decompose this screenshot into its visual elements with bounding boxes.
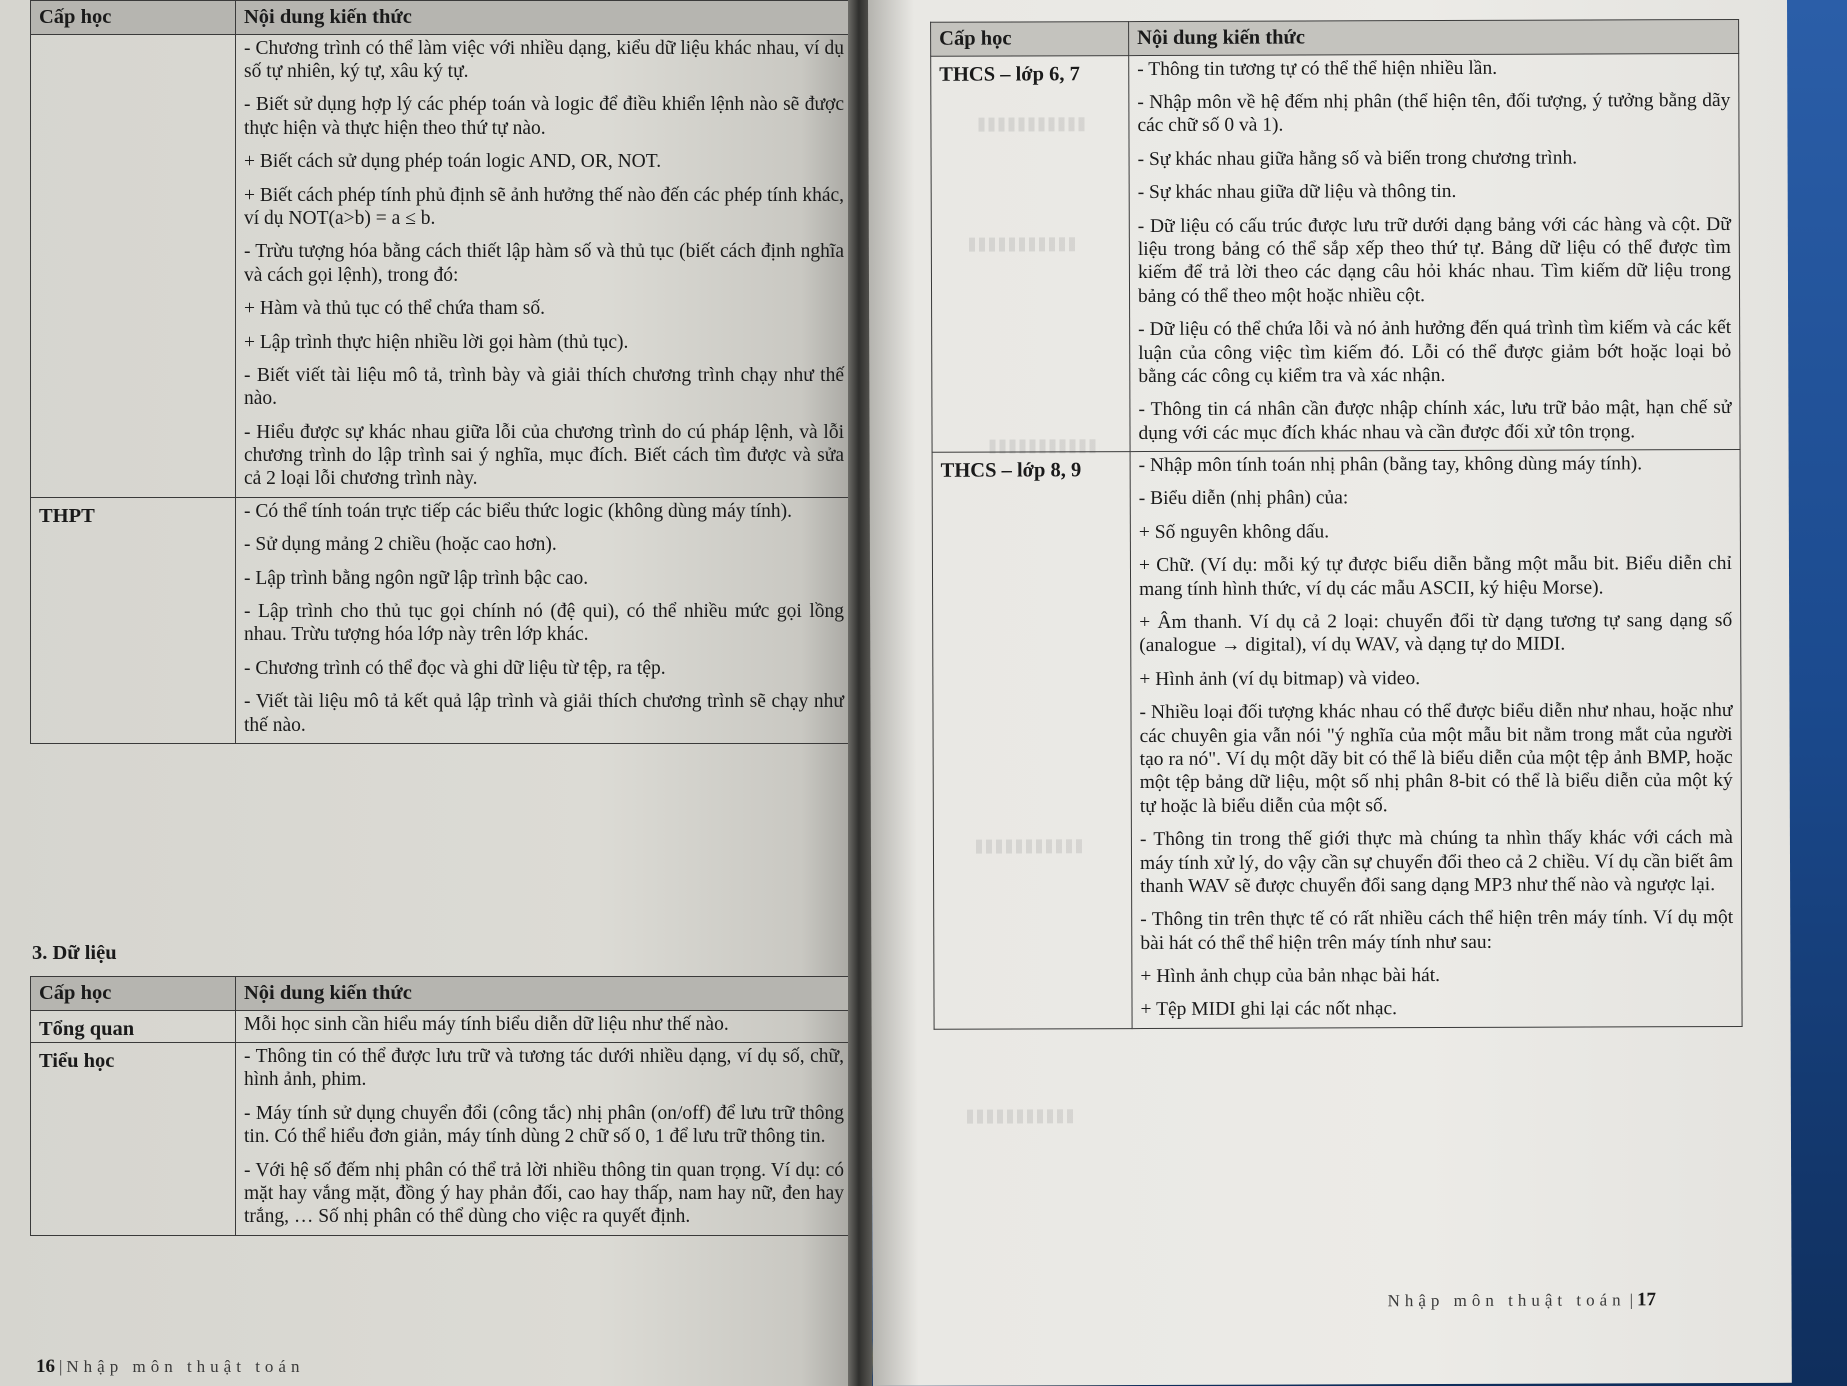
list-item: + Hình ảnh (ví dụ bitmap) và video. (1139, 667, 1421, 690)
list-item: + Chữ. (Ví dụ: mỗi ký tự được biểu diễn bằng một mẫu bit. Biểu diễn chỉ mang tính hình thức, ví dụ các mẫu ASCII, ký hiệu Morse). (1138, 553, 1733, 600)
running-title: Nhập môn thuật toán (66, 1357, 305, 1376)
left-page-footer (36, 1356, 304, 1378)
row-level: THCS – lớp 8, 9 (932, 452, 1132, 1030)
right-page-footer (1388, 1289, 1657, 1312)
show-through-text (967, 1109, 1077, 1123)
header-level: Cấp học (31, 977, 236, 1011)
table-header-row (31, 1, 853, 35)
table-row (31, 34, 853, 497)
list-item: - Nhập môn về hệ đếm nhị phân (thể hiện tên, đối tượng, ý tưởng bằng dãy các chữ số 0 và 1). (1137, 89, 1731, 137)
list-item: - Thông tin trong thế giới thực mà chúng ta nhìn thấy khác với cách mà máy tính xử lý, do vậy cần sự chuyển đổi theo cả 2 chiều. Ví dụ cần biết âm thanh WAV sẽ được chuyển đổi sang dạng MP3 như thế nào và ngược lại. (1139, 827, 1734, 897)
list-item: - Sự khác nhau giữa dữ liệu và thông tin. (1137, 181, 1457, 204)
row-level: Tiểu học (31, 1042, 236, 1235)
right-table (930, 19, 1743, 1030)
header-level: Cấp học (931, 22, 1129, 56)
row-content (236, 497, 853, 743)
list-item: - Trừu tượng hóa bằng cách thiết lập hàm số và thủ tục (biết cách định nghĩa và cách gọi lệnh), trong đó: (244, 241, 844, 286)
table-header-row (31, 977, 853, 1011)
footer-separator: | (59, 1357, 63, 1376)
table-header-row (931, 19, 1739, 55)
list-item: - Với hệ số đếm nhị phân có thể trả lời nhiều thông tin quan trọng. Ví dụ: có mặt hay vắng mặt, đồng ý hay phản đối, cao hay thấp, nam hay nữ, đen hay trắng, … Số nhị phân có thể dùng cho việc ra quyết định. (244, 1159, 844, 1228)
row-level (31, 34, 236, 497)
page-number: 16 (36, 1356, 55, 1377)
list-item: - Chương trình có thể đọc và ghi dữ liệu từ tệp, ra tệp. (244, 657, 666, 679)
list-item: - Nhập môn tính toán nhị phân (bằng tay, không dùng máy tính). (1138, 453, 1643, 477)
list-item: - Máy tính sử dụng chuyển đổi (công tắc) nhị phân (on/off) để lưu trữ thông tin. Có thể hiểu đơn giản, máy tính dùng 2 chữ số 0, 1 để lưu trữ thông tin. (244, 1102, 844, 1148)
header-content: Nội dung kiến thức (236, 1, 853, 35)
list-item: - Lập trình bằng ngôn ngữ lập trình bậc cao. (244, 567, 589, 589)
list-item: - Chương trình có thể làm việc với nhiều dạng, kiểu dữ liệu khác nhau, ví dụ số tự nhiên, ký tự, xâu ký tự. (244, 37, 844, 82)
row-level: Tổng quan (31, 1010, 236, 1042)
left-table-bottom (30, 976, 853, 1236)
list-item: - Sử dụng mảng 2 chiều (hoặc cao hơn). (244, 534, 557, 556)
header-content: Nội dung kiến thức (236, 977, 853, 1011)
list-item: - Nhiều loại đối tượng khác nhau có thể được biểu diễn như nhau, hoặc như các chuyên gia vẫn nói "ý nghĩa của một mẫu bit nằm trong mắt của người tạo ra nó". Ví dụ một dãy bit có thể là biểu diễn của một tệp ảnh BMP, hoặc một tệp bảng dữ liệu, một số nhị phân 8-bit có thể là biểu diễn của một ký tự hoặc là biểu diễn của một số. (1139, 700, 1733, 817)
running-title: Nhập môn thuật toán (1387, 1290, 1626, 1311)
row-content (236, 1010, 853, 1042)
list-item: - Thông tin tương tự có thể thể hiện nhiều lần. (1137, 57, 1498, 80)
row-level: THCS – lớp 6, 7 (931, 55, 1130, 452)
row-content (236, 1042, 853, 1235)
table-row (31, 497, 853, 743)
left-page (0, 0, 852, 1386)
row-level: THPT (31, 497, 236, 743)
list-item: - Lập trình cho thủ tục gọi chính nó (đệ qui), có thể nhiều mức gọi lồng nhau. Trừu tượng hóa lớp này trên lớp khác. (244, 601, 844, 646)
list-item: + Biết cách phép tính phủ định sẽ ảnh hưởng thế nào đến các phép tính khác, ví dụ NOT(a>b) = a ≤ b. (244, 184, 844, 229)
row-content (236, 34, 853, 497)
table-row (932, 450, 1742, 1030)
list-item: - Thông tin trên thực tế có rất nhiều cách thể hiện trên máy tính. Ví dụ một bài hát có thể thể hiện trên máy tính như sau: (1140, 907, 1734, 954)
table-row (31, 1010, 853, 1042)
list-item: + Âm thanh. Ví dụ cả 2 loại: chuyển đổi từ dạng tương tự sang dạng số (analogue → digital), ví dụ WAV, và dạng tự do MIDI. (1139, 610, 1733, 657)
list-item: + Lập trình thực hiện nhiều lời gọi hàm (thủ tục). (244, 331, 629, 353)
list-item: - Hiểu được sự khác nhau giữa lỗi của chương trình do cú pháp lệnh, và lỗi chương trình do lập trình sai ý nghĩa, mục đích. Biết cách tìm được và sửa cả 2 loại lỗi chương trình này. (244, 421, 844, 490)
list-item: - Biểu diễn (nhị phân) của: (1138, 487, 1349, 510)
list-item: + Biết cách sử dụng phép toán logic AND, OR, NOT. (244, 151, 662, 173)
list-item: - Biết sử dụng hợp lý các phép toán và logic để điều khiển lệnh nào sẽ được thực hiện và thực hiện theo thứ tự nào. (244, 94, 844, 139)
list-item: + Hình ảnh chụp của bản nhạc bài hát. (1140, 965, 1441, 988)
list-item: - Thông tin có thể được lưu trữ và tương tác dưới nhiều dạng, ví dụ số, chữ, hình ảnh, phim. (244, 1045, 844, 1091)
page-number: 17 (1636, 1289, 1657, 1311)
list-item: - Có thể tính toán trực tiếp các biểu thức logic (không dùng máy tính). (244, 500, 793, 522)
header-level: Cấp học (31, 1, 236, 35)
list-item: - Biết viết tài liệu mô tả, trình bày và giải thích chương trình chạy như thế nào. (244, 364, 844, 410)
row-content (1130, 450, 1742, 1029)
footer-separator: | (1629, 1290, 1634, 1310)
table-row (931, 53, 1740, 452)
table-row (31, 1042, 853, 1235)
section-title: 3. Dữ liệu (32, 942, 117, 964)
right-page (868, 0, 1792, 1386)
list-item: + Số nguyên không dấu. (1138, 521, 1330, 543)
list-item: - Sự khác nhau giữa hằng số và biến trong chương trình. (1137, 147, 1578, 170)
list-item: + Tệp MIDI ghi lại các nốt nhạc. (1140, 998, 1398, 1021)
list-item: - Dữ liệu có cấu trúc được lưu trữ dưới dạng bảng với các hàng và cột. Dữ liệu trong bảng có thể sắp xếp theo thứ tự. Bảng dữ liệu có thể được tìm kiếm để trả lời theo các dạng câu hỏi khác nhau. Tìm kiếm dữ liệu trong bảng có thể theo một hoặc nhiều cột. (1137, 213, 1731, 307)
list-item: Mỗi học sinh cần hiểu máy tính biểu diễn dữ liệu như thế nào. (244, 1013, 729, 1035)
list-item: - Dữ liệu có thể chứa lỗi và nó ảnh hưởng đến quá trình tìm kiếm và các kết luận của công việc tìm kiếm đó. Lỗi có thể được giảm bớt hoặc loại bỏ bằng các công cụ kiểm tra và xác nhận. (1138, 317, 1732, 387)
list-item: - Viết tài liệu mô tả kết quả lập trình và giải thích chương trình sẽ chạy như thế nào. (244, 691, 844, 736)
left-table-top (30, 0, 853, 744)
row-content (1129, 53, 1740, 452)
list-item: - Thông tin cá nhân cần được nhập chính xác, lưu trữ bảo mật, hạn chế sử dụng với các mục đích khác nhau và cần được đối xử tôn trọng. (1138, 397, 1732, 444)
list-item: + Hàm và thủ tục có thể chứa tham số. (244, 298, 545, 320)
header-content: Nội dung kiến thức (1129, 19, 1739, 55)
